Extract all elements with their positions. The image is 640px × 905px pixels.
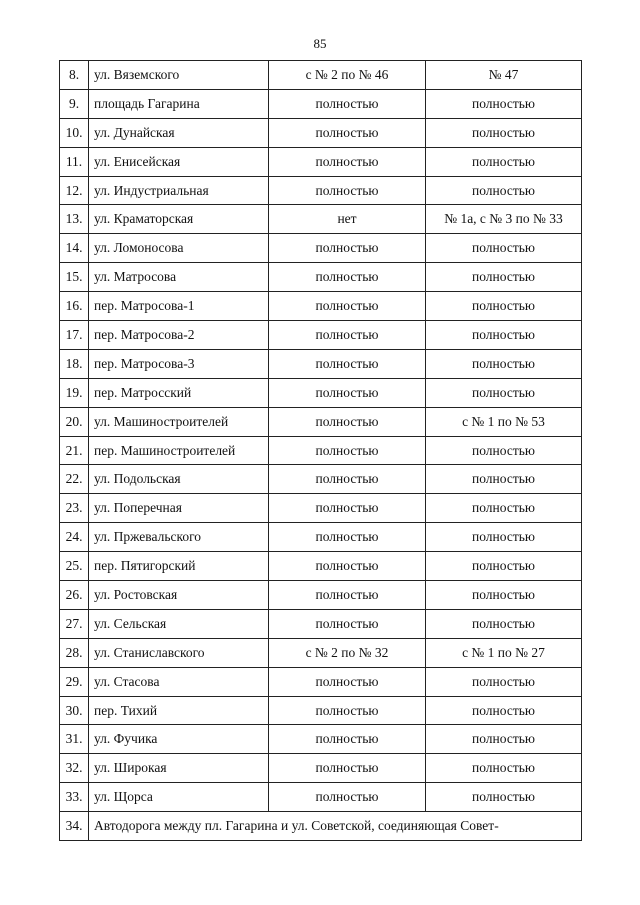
row-number: 27.: [60, 609, 89, 638]
row-number: 25.: [60, 552, 89, 581]
row-number: 33.: [60, 783, 89, 812]
even-houses: полностью: [269, 783, 426, 812]
row-number: 29.: [60, 667, 89, 696]
table-row: [60, 118, 582, 147]
row-number: 17.: [60, 321, 89, 350]
odd-houses: полностью: [426, 725, 582, 754]
street-name: пер. Матросский: [89, 378, 269, 407]
streets-table: [59, 60, 582, 841]
street-name: пер. Матросова-3: [89, 349, 269, 378]
table-row: [60, 176, 582, 205]
table-row: [60, 523, 582, 552]
table-row: [60, 436, 582, 465]
table-body: [60, 61, 582, 841]
table-row: [60, 89, 582, 118]
even-houses: полностью: [269, 321, 426, 350]
row-number: 26.: [60, 581, 89, 610]
odd-houses: полностью: [426, 263, 582, 292]
odd-houses: с № 1 по № 53: [426, 407, 582, 436]
row-number: 24.: [60, 523, 89, 552]
even-houses: полностью: [269, 436, 426, 465]
odd-houses: полностью: [426, 234, 582, 263]
row-number: 34.: [60, 812, 89, 841]
odd-houses: № 47: [426, 61, 582, 90]
street-name: площадь Гагарина: [89, 89, 269, 118]
even-houses: полностью: [269, 147, 426, 176]
street-name: пер. Тихий: [89, 696, 269, 725]
odd-houses: полностью: [426, 321, 582, 350]
even-houses: полностью: [269, 523, 426, 552]
table-row: [60, 292, 582, 321]
even-houses: полностью: [269, 118, 426, 147]
odd-houses: полностью: [426, 581, 582, 610]
street-name: ул. Краматорская: [89, 205, 269, 234]
even-houses: полностью: [269, 494, 426, 523]
street-name: ул. Сельская: [89, 609, 269, 638]
street-name: ул. Матросова: [89, 263, 269, 292]
even-houses: полностью: [269, 696, 426, 725]
row-number: 18.: [60, 349, 89, 378]
table-row: [60, 378, 582, 407]
row-number: 14.: [60, 234, 89, 263]
row-number: 16.: [60, 292, 89, 321]
table-row: [60, 321, 582, 350]
odd-houses: полностью: [426, 667, 582, 696]
odd-houses: полностью: [426, 89, 582, 118]
row-number: 12.: [60, 176, 89, 205]
table-row: [60, 725, 582, 754]
table-row: [60, 754, 582, 783]
table-row: [60, 147, 582, 176]
table-row: [60, 465, 582, 494]
odd-houses: полностью: [426, 523, 582, 552]
table-row: [60, 407, 582, 436]
even-houses: полностью: [269, 292, 426, 321]
street-name: ул. Поперечная: [89, 494, 269, 523]
table-row: [60, 234, 582, 263]
table-row: [60, 638, 582, 667]
odd-houses: полностью: [426, 378, 582, 407]
table-row: [60, 349, 582, 378]
even-houses: полностью: [269, 89, 426, 118]
street-name: ул. Широкая: [89, 754, 269, 783]
even-houses: полностью: [269, 725, 426, 754]
street-name: ул. Енисейская: [89, 147, 269, 176]
row-number: 32.: [60, 754, 89, 783]
row-number: 20.: [60, 407, 89, 436]
street-name: ул. Фучика: [89, 725, 269, 754]
even-houses: полностью: [269, 263, 426, 292]
odd-houses: полностью: [426, 118, 582, 147]
even-houses: полностью: [269, 754, 426, 783]
odd-houses: полностью: [426, 609, 582, 638]
row-number: 11.: [60, 147, 89, 176]
table-row: [60, 609, 582, 638]
odd-houses: полностью: [426, 783, 582, 812]
table-row: [60, 61, 582, 90]
street-name: пер. Матросова-2: [89, 321, 269, 350]
odd-houses: полностью: [426, 465, 582, 494]
odd-houses: полностью: [426, 176, 582, 205]
street-name: ул. Вяземского: [89, 61, 269, 90]
odd-houses: полностью: [426, 696, 582, 725]
row-number: 30.: [60, 696, 89, 725]
street-name: ул. Ростовская: [89, 581, 269, 610]
even-houses: полностью: [269, 176, 426, 205]
even-houses: с № 2 по № 32: [269, 638, 426, 667]
row-number: 22.: [60, 465, 89, 494]
even-houses: полностью: [269, 667, 426, 696]
street-name: ул. Индустриальная: [89, 176, 269, 205]
street-name: ул. Пржевальского: [89, 523, 269, 552]
street-name: ул. Дунайская: [89, 118, 269, 147]
table-row-last: [60, 812, 582, 841]
street-name: пер. Пятигорский: [89, 552, 269, 581]
street-name: ул. Машиностроителей: [89, 407, 269, 436]
row-number: 8.: [60, 61, 89, 90]
odd-houses: полностью: [426, 552, 582, 581]
row-number: 31.: [60, 725, 89, 754]
even-houses: с № 2 по № 46: [269, 61, 426, 90]
table-row: [60, 494, 582, 523]
odd-houses: с № 1 по № 27: [426, 638, 582, 667]
street-name: ул. Ломоносова: [89, 234, 269, 263]
even-houses: полностью: [269, 609, 426, 638]
street-name: пер. Матросова-1: [89, 292, 269, 321]
street-name: ул. Щорса: [89, 783, 269, 812]
street-name: пер. Машиностроителей: [89, 436, 269, 465]
even-houses: нет: [269, 205, 426, 234]
page-number: 85: [313, 36, 327, 51]
odd-houses: № 1а, с № 3 по № 33: [426, 205, 582, 234]
table-row: [60, 783, 582, 812]
row-number: 23.: [60, 494, 89, 523]
table-row: [60, 696, 582, 725]
row-number: 13.: [60, 205, 89, 234]
street-name: ул. Станиславского: [89, 638, 269, 667]
odd-houses: полностью: [426, 436, 582, 465]
even-houses: полностью: [269, 378, 426, 407]
table-row: [60, 205, 582, 234]
row-number: 21.: [60, 436, 89, 465]
row-number: 10.: [60, 118, 89, 147]
table-row: [60, 263, 582, 292]
even-houses: полностью: [269, 552, 426, 581]
row-number: 19.: [60, 378, 89, 407]
row-number: 28.: [60, 638, 89, 667]
odd-houses: полностью: [426, 754, 582, 783]
odd-houses: полностью: [426, 292, 582, 321]
even-houses: полностью: [269, 581, 426, 610]
street-name: ул. Стасова: [89, 667, 269, 696]
row-number: 9.: [60, 89, 89, 118]
row-number: 15.: [60, 263, 89, 292]
street-name: ул. Подольская: [89, 465, 269, 494]
odd-houses: полностью: [426, 147, 582, 176]
table-row: [60, 581, 582, 610]
even-houses: полностью: [269, 234, 426, 263]
table-row: [60, 552, 582, 581]
table-row: [60, 667, 582, 696]
road-description: Автодорога между пл. Гагарина и ул. Советской, соединяющая Совет-: [89, 812, 582, 841]
even-houses: полностью: [269, 407, 426, 436]
odd-houses: полностью: [426, 494, 582, 523]
odd-houses: полностью: [426, 349, 582, 378]
even-houses: полностью: [269, 465, 426, 494]
even-houses: полностью: [269, 349, 426, 378]
